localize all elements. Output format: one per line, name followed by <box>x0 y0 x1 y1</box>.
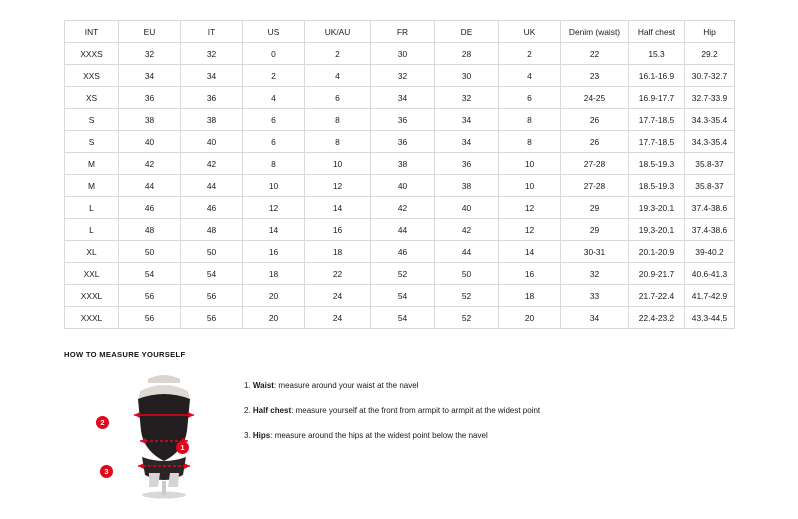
measure-note-text: : measure around your waist at the navel <box>273 381 419 390</box>
table-cell: 34 <box>181 65 243 87</box>
table-cell: 14 <box>499 241 561 263</box>
table-cell: 6 <box>305 87 371 109</box>
table-cell: 42 <box>181 153 243 175</box>
table-cell: 40 <box>371 175 435 197</box>
table-cell: S <box>65 131 119 153</box>
table-cell: 37.4-38.6 <box>685 219 735 241</box>
table-cell: 35.8-37 <box>685 175 735 197</box>
table-cell: 20 <box>499 307 561 329</box>
table-cell: 35.8-37 <box>685 153 735 175</box>
table-cell: 6 <box>243 131 305 153</box>
table-row <box>65 241 735 263</box>
how-to-measure-title: HOW TO MEASURE YOURSELF <box>64 350 186 359</box>
measure-note-term: Hips <box>252 430 271 440</box>
table-cell: L <box>65 219 119 241</box>
table-cell: 8 <box>499 109 561 131</box>
table-cell: 17.7-18.5 <box>629 109 685 131</box>
table-cell: 18.5-19.3 <box>629 175 685 197</box>
table-cell: 36 <box>371 109 435 131</box>
table-cell: 40 <box>181 131 243 153</box>
table-cell: 8 <box>305 131 371 153</box>
table-row <box>65 175 735 197</box>
table-cell: 27-28 <box>561 175 629 197</box>
table-cell: 33 <box>561 285 629 307</box>
table-cell: 6 <box>499 87 561 109</box>
table-row <box>65 43 735 65</box>
table-cell: 26 <box>561 131 629 153</box>
table-cell: 32 <box>371 65 435 87</box>
table-cell: 36 <box>371 131 435 153</box>
column-header-uk: UK <box>499 21 561 43</box>
measure-note-term: Waist <box>252 381 274 390</box>
column-header-us: US <box>243 21 305 43</box>
table-cell: 56 <box>181 307 243 329</box>
table-cell: 32 <box>435 87 499 109</box>
table-cell: 6 <box>243 109 305 131</box>
marker-half-chest: 2 <box>96 416 109 429</box>
table-cell: 20 <box>243 285 305 307</box>
table-row <box>65 109 735 131</box>
how-to-measure-section <box>64 350 764 499</box>
measure-note <box>244 431 540 442</box>
table-row <box>65 153 735 175</box>
table-cell: 30.7-32.7 <box>685 65 735 87</box>
table-cell: 16.1-16.9 <box>629 65 685 87</box>
table-cell: 20 <box>243 307 305 329</box>
table-row <box>65 219 735 241</box>
table-cell: 26 <box>561 109 629 131</box>
table-cell: 48 <box>181 219 243 241</box>
table-cell: 46 <box>119 197 181 219</box>
table-cell: 4 <box>499 65 561 87</box>
table-cell: XXL <box>65 263 119 285</box>
table-cell: 12 <box>305 175 371 197</box>
table-cell: 22 <box>305 263 371 285</box>
table-cell: 32 <box>181 43 243 65</box>
table-cell: 36 <box>119 87 181 109</box>
table-cell: 16 <box>499 263 561 285</box>
table-cell: 14 <box>243 219 305 241</box>
measure-note <box>244 381 540 392</box>
table-row <box>65 263 735 285</box>
table-cell: 43.3-44.5 <box>685 307 735 329</box>
measure-note-text: : measure yourself at the front from armpit to armpit at the widest point <box>291 405 541 415</box>
table-cell: 50 <box>119 241 181 263</box>
table-cell: 56 <box>119 285 181 307</box>
table-cell: 44 <box>435 241 499 263</box>
table-row <box>65 65 735 87</box>
table-cell: 34 <box>371 87 435 109</box>
table-cell: M <box>65 153 119 175</box>
table-cell: 12 <box>499 197 561 219</box>
table-cell: 24 <box>305 285 371 307</box>
table-cell: 32 <box>561 263 629 285</box>
table-cell: 21.7-22.4 <box>629 285 685 307</box>
table-cell: 30 <box>371 43 435 65</box>
table-cell: 52 <box>371 263 435 285</box>
table-cell: 39-40.2 <box>685 241 735 263</box>
table-cell: 24 <box>305 307 371 329</box>
table-cell: 18.5-19.3 <box>629 153 685 175</box>
table-row <box>65 131 735 153</box>
table-cell: 44 <box>181 175 243 197</box>
table-cell: 4 <box>243 87 305 109</box>
table-cell: 30-31 <box>561 241 629 263</box>
table-cell: 40 <box>435 197 499 219</box>
table-cell: XL <box>65 241 119 263</box>
table-cell: 29.2 <box>685 43 735 65</box>
table-cell: 38 <box>119 109 181 131</box>
table-cell: L <box>65 197 119 219</box>
table-cell: 34 <box>435 131 499 153</box>
table-cell: 4 <box>305 65 371 87</box>
table-cell: 22.4-23.2 <box>629 307 685 329</box>
table-cell: 44 <box>119 175 181 197</box>
table-row <box>65 307 735 329</box>
marker-hips: 3 <box>100 465 113 478</box>
table-cell: S <box>65 109 119 131</box>
table-cell: XXXL <box>65 285 119 307</box>
table-cell: 12 <box>499 219 561 241</box>
table-cell: 56 <box>119 307 181 329</box>
table-cell: 8 <box>499 131 561 153</box>
table-cell: 38 <box>371 153 435 175</box>
table-cell: 50 <box>435 263 499 285</box>
table-cell: 54 <box>181 263 243 285</box>
table-cell: 18 <box>243 263 305 285</box>
table-cell: 8 <box>243 153 305 175</box>
table-cell: 56 <box>181 285 243 307</box>
measure-note-number: 3. <box>244 430 251 440</box>
table-cell: 42 <box>371 197 435 219</box>
column-header-half-chest: Half chest <box>629 21 685 43</box>
table-cell: XXXL <box>65 307 119 329</box>
table-header-row <box>65 21 735 43</box>
marker-waist: 1 <box>176 441 189 454</box>
table-cell: 12 <box>243 197 305 219</box>
table-cell: 10 <box>499 175 561 197</box>
table-cell: 46 <box>181 197 243 219</box>
size-chart-table <box>64 20 735 329</box>
table-cell: 52 <box>435 307 499 329</box>
measure-note-term: Half chest <box>252 405 292 415</box>
table-cell: 42 <box>435 219 499 241</box>
column-header-uk-au: UK/AU <box>305 21 371 43</box>
table-cell: 50 <box>181 241 243 263</box>
table-cell: 29 <box>561 219 629 241</box>
table-cell: 10 <box>243 175 305 197</box>
table-cell: 30 <box>435 65 499 87</box>
table-cell: 48 <box>119 219 181 241</box>
table-cell: 22 <box>561 43 629 65</box>
column-header-denim-waist: Denim (waist) <box>561 21 629 43</box>
table-cell: 2 <box>499 43 561 65</box>
table-cell: 32 <box>119 43 181 65</box>
table-cell: 23 <box>561 65 629 87</box>
table-cell: 40 <box>119 131 181 153</box>
table-cell: 18 <box>305 241 371 263</box>
table-cell: 17.7-18.5 <box>629 131 685 153</box>
table-cell: 16 <box>243 241 305 263</box>
mannequin-illustration <box>104 369 224 499</box>
table-cell: 10 <box>305 153 371 175</box>
table-cell: 24-25 <box>561 87 629 109</box>
table-cell: 37.4-38.6 <box>685 197 735 219</box>
table-cell: 2 <box>305 43 371 65</box>
column-header-eu: EU <box>119 21 181 43</box>
table-row <box>65 197 735 219</box>
table-cell: 32.7-33.9 <box>685 87 735 109</box>
mannequin-figure <box>100 369 224 499</box>
column-header-it: IT <box>181 21 243 43</box>
table-cell: 34 <box>119 65 181 87</box>
table-cell: 28 <box>435 43 499 65</box>
table-cell: 14 <box>305 197 371 219</box>
table-cell: 16 <box>305 219 371 241</box>
table-cell: 34.3-35.4 <box>685 109 735 131</box>
measure-notes <box>244 369 540 455</box>
table-cell: 8 <box>305 109 371 131</box>
table-cell: M <box>65 175 119 197</box>
table-cell: 54 <box>119 263 181 285</box>
table-cell: 27-28 <box>561 153 629 175</box>
table-cell: 0 <box>243 43 305 65</box>
table-cell: 19.3-20.1 <box>629 219 685 241</box>
measure-note-number: 1. <box>244 381 251 390</box>
table-cell: 2 <box>243 65 305 87</box>
table-cell: 34 <box>435 109 499 131</box>
table-cell: 54 <box>371 285 435 307</box>
table-cell: 10 <box>499 153 561 175</box>
measure-note-text: : measure around the hips at the widest point below the navel <box>270 430 488 440</box>
table-cell: 34 <box>561 307 629 329</box>
table-cell: 34.3-35.4 <box>685 131 735 153</box>
table-cell: 52 <box>435 285 499 307</box>
table-cell: 44 <box>371 219 435 241</box>
table-cell: 18 <box>499 285 561 307</box>
measure-note-number: 2. <box>244 405 251 415</box>
table-cell: 46 <box>371 241 435 263</box>
table-row <box>65 87 735 109</box>
table-cell: 20.9-21.7 <box>629 263 685 285</box>
table-cell: 40.6-41.3 <box>685 263 735 285</box>
table-cell: 19.3-20.1 <box>629 197 685 219</box>
table-cell: 38 <box>181 109 243 131</box>
table-cell: 15.3 <box>629 43 685 65</box>
table-row <box>65 285 735 307</box>
table-cell: XXS <box>65 65 119 87</box>
table-cell: XXXS <box>65 43 119 65</box>
table-cell: 29 <box>561 197 629 219</box>
table-cell: 54 <box>371 307 435 329</box>
table-cell: 38 <box>435 175 499 197</box>
table-cell: 42 <box>119 153 181 175</box>
column-header-de: DE <box>435 21 499 43</box>
table-cell: 16.9-17.7 <box>629 87 685 109</box>
table-cell: 41.7-42.9 <box>685 285 735 307</box>
table-cell: 36 <box>181 87 243 109</box>
column-header-int: INT <box>65 21 119 43</box>
table-cell: XS <box>65 87 119 109</box>
table-cell: 20.1-20.9 <box>629 241 685 263</box>
column-header-fr: FR <box>371 21 435 43</box>
column-header-hip: Hip <box>685 21 735 43</box>
measure-note <box>244 406 540 417</box>
table-cell: 36 <box>435 153 499 175</box>
